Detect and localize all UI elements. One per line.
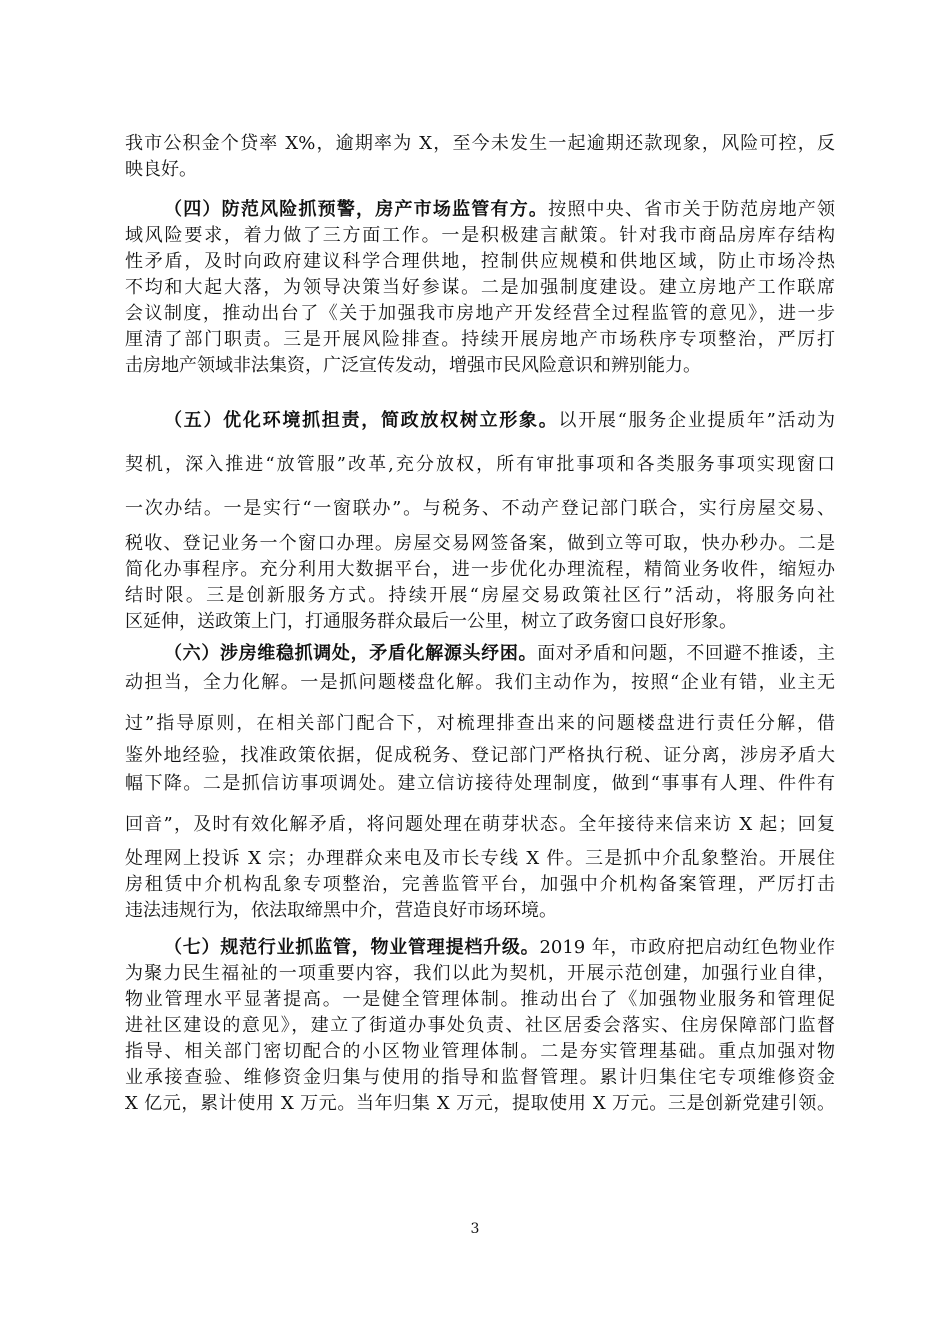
section-heading: （六）涉房维稳抓调处，矛盾化解源头纾困。 xyxy=(164,643,538,664)
text-line xyxy=(125,496,835,522)
line-text: 业承接查验、维修资金归集与使用的指导和监督管理。累计归集住宅专项维修资金 xyxy=(125,1067,835,1088)
line-text: 处理网上投诉 X 宗；办理群众来电及市长专线 X 件。三是抓中介乱象整治。开展住 xyxy=(125,848,835,869)
text-line xyxy=(125,1065,835,1091)
line-text: 为聚力民生福祉的一项重要内容，我们以此为契机，开展示范创建，加强行业自律， xyxy=(125,963,835,984)
line-text: X 亿元，累计使用 X 万元。当年归集 X 万元，提取使用 X 万元。三是创新党建引领。 xyxy=(125,1093,835,1114)
text-line xyxy=(125,583,835,609)
text-line xyxy=(125,961,835,987)
line-text: 进社区建设的意见》，建立了街道办事处负责、社区居委会落实、住房保障部门监督 xyxy=(125,1015,835,1036)
line-text: 击房地产领域非法集资，广泛宣传发动，增强市民风险意识和辨别能力。 xyxy=(125,355,701,376)
line-text: 结时限。三是创新服务方式。持续开展“房屋交易政策社区行”活动，将服务向社 xyxy=(125,585,835,606)
line-text: 回音”，及时有效化解矛盾，将问题处理在萌芽状态。全年接待来信来访 X 起；回复 xyxy=(125,814,835,835)
line-text: 契机，深入推进“放管服”改革,充分放权，所有审批事项和各类服务事项实现窗口 xyxy=(125,454,835,475)
text-line xyxy=(125,1039,835,1065)
line-text: 物业管理水平显著提高。一是健全管理体制。推动出台了《加强物业服务和管理促 xyxy=(125,989,835,1010)
page-number: 3 xyxy=(470,1221,480,1237)
section-heading: （五）优化环境抓担责，简政放权树立形象。 xyxy=(164,410,559,431)
text-line xyxy=(125,670,835,696)
text-line xyxy=(125,275,835,301)
line-text: 鉴外地经验，找准政策依据，促成税务、登记部门严格执行税、证分离，涉房矛盾大 xyxy=(125,745,835,766)
line-text: 以开展“服务企业提质年”活动为 xyxy=(558,410,835,431)
text-line xyxy=(125,353,835,379)
line-text: 会议制度，推动出台了《关于加强我市房地产开发经营全过程监管的意见》，进一步 xyxy=(125,303,835,324)
text-line xyxy=(125,531,835,557)
section-heading-line xyxy=(164,935,835,961)
section-heading: （四）防范风险抓预警，房产市场监管有方。 xyxy=(164,199,549,220)
text-line xyxy=(125,223,835,249)
text-line xyxy=(125,1091,835,1117)
section-heading-line xyxy=(164,197,835,223)
line-text: 按照中央、省市关于防范房地产领 xyxy=(548,199,835,220)
line-text: 2019 年，市政府把启动红色物业作 xyxy=(539,937,835,958)
line-text: 域风险要求，着力做了三方面工作。一是积极建言献策。针对我市商品房库存结构 xyxy=(125,225,835,246)
text-line xyxy=(125,771,835,797)
text-line xyxy=(125,872,835,898)
line-text: 不均和大起大落，为领导决策当好参谋。二是加强制度建设。建立房地产工作联席 xyxy=(125,277,835,298)
text-line xyxy=(125,846,835,872)
line-text: 幅下降。二是抓信访事项调处。建立信访接待处理制度，做到“事事有人理、件件有 xyxy=(125,773,835,794)
line-text: 厘清了部门职责。三是开展风险排查。持续开展房地产市场秩序专项整治，严厉打 xyxy=(125,329,835,350)
line-text: 一次办结。一是实行“一窗联办”。与税务、不动产登记部门联合，实行房屋交易、 xyxy=(125,498,835,519)
text-line xyxy=(125,1013,835,1039)
text-line xyxy=(125,249,835,275)
line-text: 映良好。 xyxy=(125,159,197,180)
text-line xyxy=(125,987,835,1013)
text-line xyxy=(125,812,835,838)
line-text: 面对矛盾和问题，不回避不推诿，主 xyxy=(537,643,835,664)
text-line xyxy=(125,157,835,183)
section-heading-line xyxy=(164,641,835,667)
line-text: 税收、登记业务一个窗口办理。房屋交易网签备案，做到立等可取，快办秒办。二是 xyxy=(125,533,835,554)
section-heading: （七）规范行业抓监管，物业管理提档升级。 xyxy=(164,937,540,958)
line-text: 指导、相关部门密切配合的小区物业管理体制。二是夯实管理基础。重点加强对物 xyxy=(125,1041,835,1062)
line-text: 过”指导原则，在相关部门配合下，对梳理排查出来的问题楼盘进行责任分解，借 xyxy=(125,713,835,734)
text-line xyxy=(125,301,835,327)
text-line xyxy=(125,452,835,478)
text-line xyxy=(125,711,835,737)
line-text: 违法违规行为，依法取缔黑中介，营造良好市场环境。 xyxy=(125,900,557,921)
text-line xyxy=(125,609,835,635)
text-line xyxy=(125,898,835,924)
text-line xyxy=(125,743,835,769)
text-line xyxy=(125,327,835,353)
text-line xyxy=(125,131,835,157)
line-text: 我市公积金个贷率 X%，逾期率为 X，至今未发生一起逾期还款现象，风险可控，反 xyxy=(125,133,835,154)
line-text: 动担当，全力化解。一是抓问题楼盘化解。我们主动作为，按照“企业有错，业主无 xyxy=(125,672,835,693)
text-line xyxy=(125,557,835,583)
line-text: 区延伸，送政策上门，打通服务群众最后一公里，树立了政务窗口良好形象。 xyxy=(125,611,737,632)
line-text: 性矛盾，及时向政府建议科学合理供地，控制供应规模和供地区域，防止市场冷热 xyxy=(125,251,835,272)
line-text: 房租赁中介机构乱象专项整治，完善监管平台，加强中介机构备案管理，严厉打击 xyxy=(125,874,835,895)
line-text: 简化办事程序。充分利用大数据平台，进一步优化办理流程，精简业务收件，缩短办 xyxy=(125,559,835,580)
section-heading-line xyxy=(164,408,835,434)
